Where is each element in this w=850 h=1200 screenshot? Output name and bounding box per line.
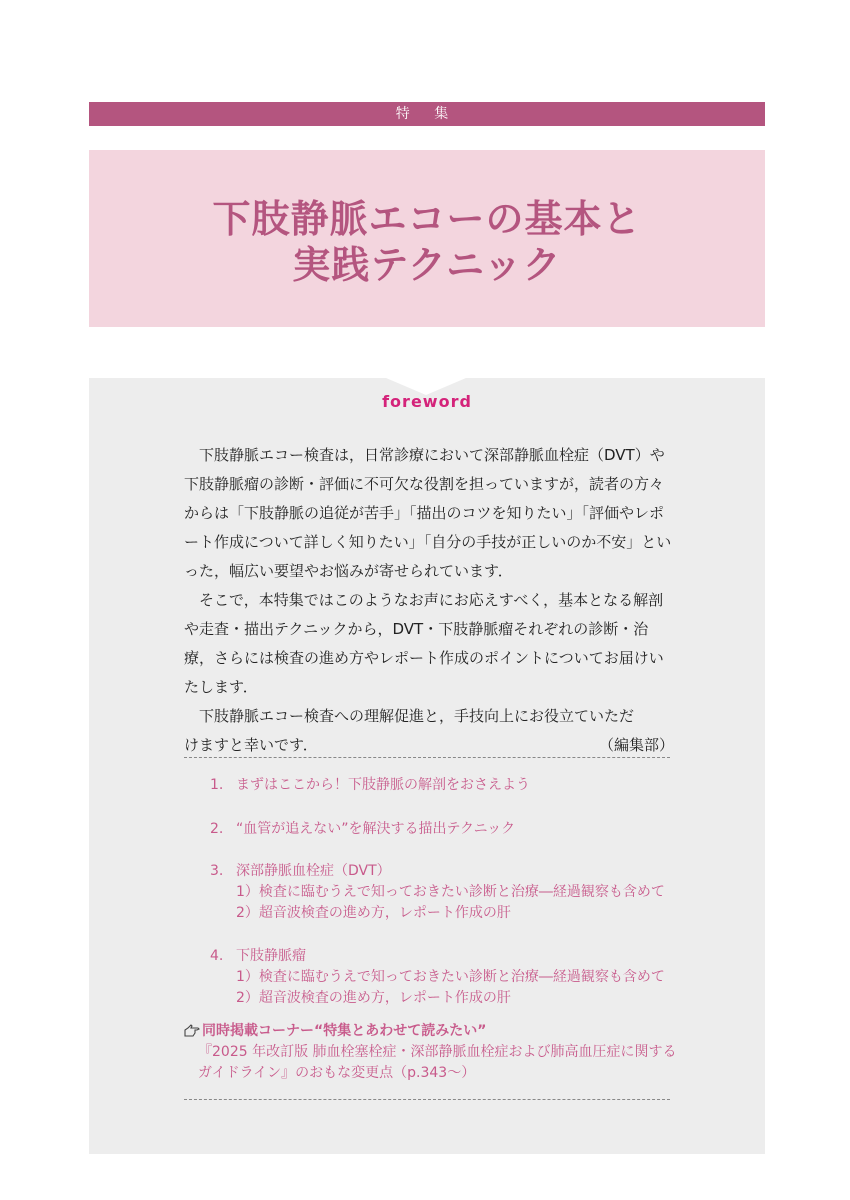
foreword-label: foreword bbox=[382, 392, 472, 411]
companion-corner bbox=[184, 1020, 684, 1084]
toc-subitem-4-1[interactable]: 1）検査に臨むうえで知っておきたい診断と治療―経過観察も含めて bbox=[236, 969, 665, 985]
toc-item-2[interactable]: 2. “血管が追えない”を解決する描出テクニック bbox=[210, 821, 516, 837]
foreword-body bbox=[184, 441, 674, 760]
corner-line2[interactable]: ガイドライン』のおもな変更点（p.343〜） bbox=[198, 1065, 476, 1081]
foreword-paragraph: そこで，本特集ではこのようなお声にお応えすべく，基本となる解剖や走査・描出テクニックから，DVT・下肢静脈瘤それぞれの診断・治療，さらには検査の進め方やレポート作成のポイントについてお届けいたします． bbox=[184, 591, 664, 696]
foreword-paragraph: 下肢静脈エコー検査への理解促進と，手技向上にお役立ていただけますと幸いです． bbox=[184, 707, 635, 754]
feature-band: 特 集 bbox=[89, 102, 765, 126]
title-box bbox=[89, 150, 765, 327]
foreword-paragraph: 下肢静脈エコー検査は，日常診療において深部静脈血栓症（DVT）や下肢静脈瘤の診断・評価に不可欠な役割を担っていますが，読者の方々からは「下肢静脈の追従が苦手」「描出のコツを知りたい」「評価やレポート作成について詳しく知りたい」「自分の手技が正しいのか不安」といった，幅広い要望やお悩みが寄せられています． bbox=[184, 446, 672, 580]
pointing-hand-icon bbox=[184, 1023, 200, 1037]
corner-line1[interactable]: 『2025 年改訂版 肺血栓塞栓症・深部静脈血栓症および肺高血圧症に関する bbox=[198, 1044, 677, 1060]
corner-heading: 同時掲載コーナー“特集とあわせて読みたい” bbox=[202, 1023, 487, 1039]
toc-subitem-3-1[interactable]: 1）検査に臨むうえで知っておきたい診断と治療―経過観察も含めて bbox=[236, 884, 665, 900]
divider-bottom bbox=[184, 1099, 670, 1100]
divider-top bbox=[184, 757, 670, 758]
signoff: （編集部） bbox=[598, 736, 674, 754]
page-title-line2: 実践テクニック bbox=[292, 243, 562, 287]
toc-subitem-4-2[interactable]: 2）超音波検査の進め方，レポート作成の肝 bbox=[236, 990, 511, 1006]
toc-item-4[interactable]: 4. 下肢静脈瘤 bbox=[210, 948, 306, 964]
toc-subitem-3-2[interactable]: 2）超音波検査の進め方，レポート作成の肝 bbox=[236, 905, 511, 921]
page-title-line1: 下肢静脈エコーの基本と bbox=[212, 197, 642, 241]
toc-item-3[interactable]: 3. 深部静脈血栓症（DVT） bbox=[210, 863, 391, 879]
toc-item-1[interactable]: 1. まずはここから！下肢静脈の解剖をおさえよう bbox=[210, 777, 530, 793]
